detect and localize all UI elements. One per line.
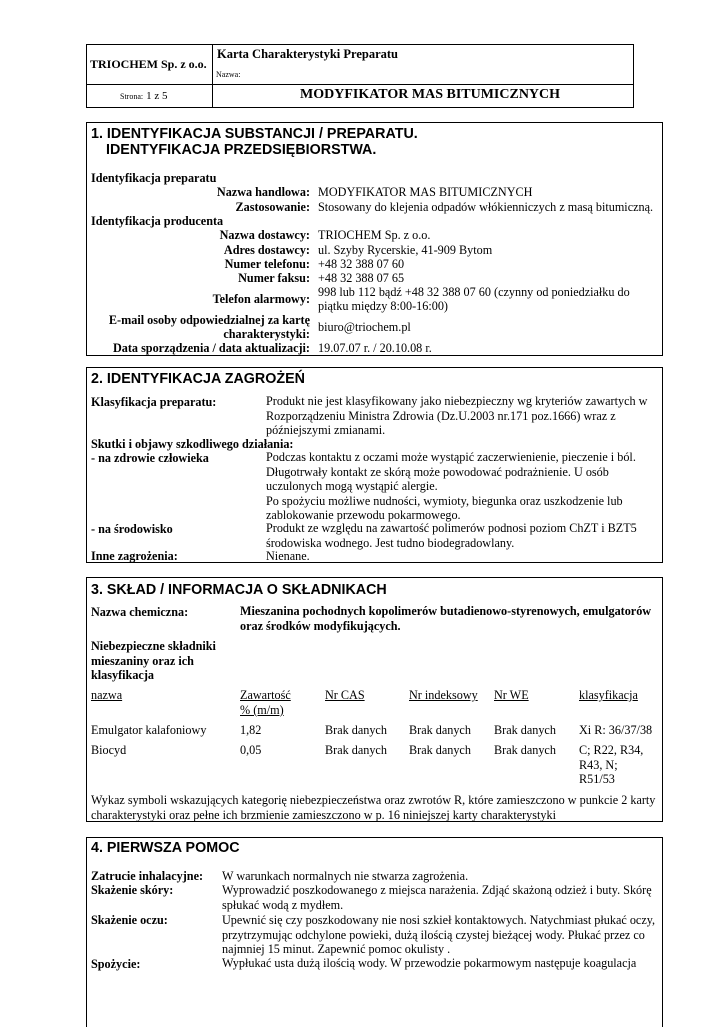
sub-identyfikacja-preparatu: Identyfikacja preparatu: [91, 171, 217, 185]
text-spozycie: [222, 956, 636, 971]
text-line: Rozporządzeniu Ministra Zdrowia (Dz.U.2003 nr.171 poz.1666) wraz z: [266, 408, 616, 423]
name-caption: Nazwa:: [216, 70, 241, 79]
col-header-nr-we: Nr WE: [494, 688, 529, 702]
section-1-subtitle: IDENTYFIKACJA PRZEDSIĘBIORSTWA.: [106, 142, 377, 158]
value-email[interactable]: biuro@triochem.pl: [318, 320, 411, 334]
label-numer-telefonu: Numer telefonu:: [224, 257, 310, 271]
text-line: klasyfikacja: [91, 668, 154, 683]
cell-nazwa: Biocyd: [91, 743, 127, 757]
text-line: Podczas kontaktu z oczami może wystąpić zaczerwienienie, pieczenie i ból.: [266, 450, 636, 464]
label-nazwa-dostawcy: Nazwa dostawcy:: [219, 228, 310, 242]
text-line: oraz środków modyfikujących.: [240, 618, 401, 633]
section-1-title: 1. IDENTYFIKACJA SUBSTANCJI / PREPARATU.: [91, 126, 418, 142]
text-line: spłukać wodą z mydłem.: [222, 897, 344, 912]
page-caption: Strona:: [120, 92, 144, 101]
label-email-2: charakterystyki:: [223, 327, 310, 341]
text-line: R43, N;: [579, 757, 618, 772]
col-header-nr-cas: Nr CAS: [325, 688, 365, 702]
srodowisko-text: [266, 521, 637, 550]
section-2-title: 2. IDENTYFIKACJA ZAGROŻEŃ: [91, 371, 305, 387]
text-line: najmniej 15 minut. Zapewnić pomoc okulisty .: [222, 942, 451, 957]
klasyfikacja-text: [266, 394, 647, 438]
document-title: Karta Charakterystyki Preparatu: [217, 47, 398, 61]
value-nazwa-dostawcy: TRIOCHEM Sp. z o.o.: [318, 228, 431, 242]
cell-nr-indeksowy: Brak danych: [409, 723, 471, 737]
value-inne-zagrozenia: Nienane.: [266, 549, 310, 563]
text-line: zablokowanie przewodu pokarmowego.: [266, 508, 461, 523]
cell-klasyfikacja: [579, 743, 643, 787]
label-nazwa-handlowa: Nazwa handlowa:: [216, 185, 310, 199]
section-4-title: 4. PIERWSZA POMOC: [91, 840, 240, 856]
label-telefon-alarmowy: Telefon alarmowy:: [212, 292, 310, 306]
text-line: Wykaz symboli wskazujących kategorię niebezpieczeństwa oraz zwrotów R, które zamieszczono w punkcie 2 karty: [91, 793, 656, 807]
text-line: C; R22, R34,: [579, 743, 644, 757]
section-3-note: [91, 793, 655, 822]
company-name: TRIOCHEM Sp. z o.o.: [90, 57, 207, 71]
col-header-zawartosc: Zawartość: [240, 688, 291, 702]
value-numer-telefonu: +48 32 388 07 60: [318, 257, 405, 271]
label-skazenie-skory: Skażenie skóry:: [91, 883, 174, 897]
text-line: charakterystyki oraz pełne ich brzmienie zamieszczono w p. 16 niniejszej karty charakterystyki: [91, 807, 556, 822]
text-skazenie-oczu: [222, 913, 655, 957]
text-line: uczulonych mogą wystąpić alergie.: [266, 479, 438, 494]
cell-nr-we: Brak danych: [494, 743, 556, 757]
text-line: środowiska wodnego. Jest tudno biodegradowlany.: [266, 535, 515, 550]
value-telefon-alarmowy-1: 998 lub 112 bądź +48 32 388 07 60 (czynny od poniedziałku do: [318, 285, 630, 299]
cell-nazwa: Emulgator kalafoniowy: [91, 723, 207, 737]
col-header-nr-indeksowy: Nr indeksowy: [409, 688, 478, 702]
text-skazenie-skory: [222, 883, 652, 912]
label-data: Data sporządzenia / data aktualizacji:: [112, 341, 310, 355]
text-line: mieszaniny oraz ich: [91, 653, 194, 668]
label-zastosowanie: Zastosowanie:: [235, 200, 310, 214]
value-numer-faksu: +48 32 388 07 65: [318, 271, 405, 285]
text-line: przytrzymując odchylone powieki, dużą ilością czystej bieżącej wody. Płukać przez co: [222, 927, 645, 942]
text-line: Długotrwały kontakt ze skórą może powodować podrażnienie. U osób: [266, 464, 609, 479]
cell-klasyfikacja: Xi R: 36/37/38: [579, 723, 653, 737]
text-line: Produkt nie jest klasyfikowany jako niebezpieczny wg kryteriów zawartych w: [266, 394, 648, 408]
text-line: Wyprowadzić poszkodowanego z miejsca narażenia. Zdjąć skażoną odzież i buty. Skórę: [222, 883, 652, 897]
text-line: Mieszanina pochodnych kopolimerów butadienowo-styrenowych, emulgatorów: [240, 604, 652, 618]
value-nazwa-handlowa: MODYFIKATOR MAS BITUMICZNYCH: [318, 185, 533, 199]
cell-nr-cas: Brak danych: [325, 743, 387, 757]
value-zastosowanie: Stosowany do klejenia odpadów włókienniczych z masą bitumiczną.: [318, 200, 654, 214]
label-nazwa-chemiczna: Nazwa chemiczna:: [91, 605, 189, 619]
text-line: Po spożyciu możliwe nudności, wymioty, biegunka oraz uszkodzenie lub: [266, 493, 623, 508]
label-zdrowie: - na zdrowie człowieka: [91, 451, 209, 465]
label-srodowisko: - na środowisko: [91, 522, 173, 536]
col-header-nazwa: nazwa: [91, 688, 123, 702]
text-line: późniejszymi zmianami.: [266, 423, 386, 438]
page-indicator: [120, 88, 168, 103]
page-value: 1 z 5: [146, 90, 168, 102]
label-spozycie: Spożycie:: [91, 957, 141, 971]
label-email-1: E-mail osoby odpowiedzialnej za kartę: [108, 313, 310, 327]
text-line: Upewnić się czy poszkodowany nie nosi szkieł kontaktowych. Natychmiast płukać oczy,: [222, 913, 656, 927]
sub-identyfikacja-producenta: Identyfikacja producenta: [91, 214, 224, 228]
section-3-title: 3. SKŁAD / INFORMACJA O SKŁADNIKACH: [91, 582, 387, 598]
text-line: W warunkach normalnych nie stwarza zagrożenia.: [222, 869, 469, 883]
text-line: Produkt ze względu na zawartość polimerów podnosi poziom ChZT i BZT5: [266, 521, 637, 535]
label-klasyfikacja: Klasyfikacja preparatu:: [91, 395, 217, 409]
col-header-klasyfikacja: klasyfikacja: [579, 688, 638, 702]
label-adres-dostawcy: Adres dostawcy:: [223, 243, 310, 257]
label-zatrucie-inhalacyjne: Zatrucie inhalacyjne:: [91, 869, 204, 883]
cell-zawartosc: 0,05: [240, 743, 262, 757]
niebezpieczne-skladniki-label: [91, 639, 216, 683]
value-data: 19.07.07 r. / 20.10.08 r.: [318, 341, 432, 355]
value-telefon-alarmowy-2: piątku między 8:00-16:00): [318, 299, 448, 313]
nazwa-chemiczna-text: [240, 604, 651, 633]
text-line: Niebezpieczne składniki: [91, 639, 216, 653]
cell-nr-cas: Brak danych: [325, 723, 387, 737]
label-skazenie-oczu: Skażenie oczu:: [91, 913, 168, 927]
value-adres-dostawcy: ul. Szyby Rycerskie, 41-909 Bytom: [318, 243, 493, 257]
cell-zawartosc: 1,82: [240, 723, 262, 737]
product-name: MODYFIKATOR MAS BITUMICZNYCH: [300, 87, 561, 102]
zdrowie-text: [266, 450, 636, 523]
text-line: R51/53: [579, 772, 615, 787]
label-numer-faksu: Numer faksu:: [238, 271, 310, 285]
col-header-zawartosc-unit: % (m/m): [240, 703, 284, 717]
text-zatrucie-inhalacyjne: [222, 869, 468, 884]
label-inne-zagrozenia: Inne zagrożenia:: [91, 549, 178, 563]
cell-nr-indeksowy: Brak danych: [409, 743, 471, 757]
label-skutki: Skutki i objawy szkodliwego działania:: [91, 437, 294, 451]
cell-nr-we: Brak danych: [494, 723, 556, 737]
text-line: Wypłukać usta dużą ilością wody. W przewodzie pokarmowym następuje koagulacja: [222, 956, 637, 970]
